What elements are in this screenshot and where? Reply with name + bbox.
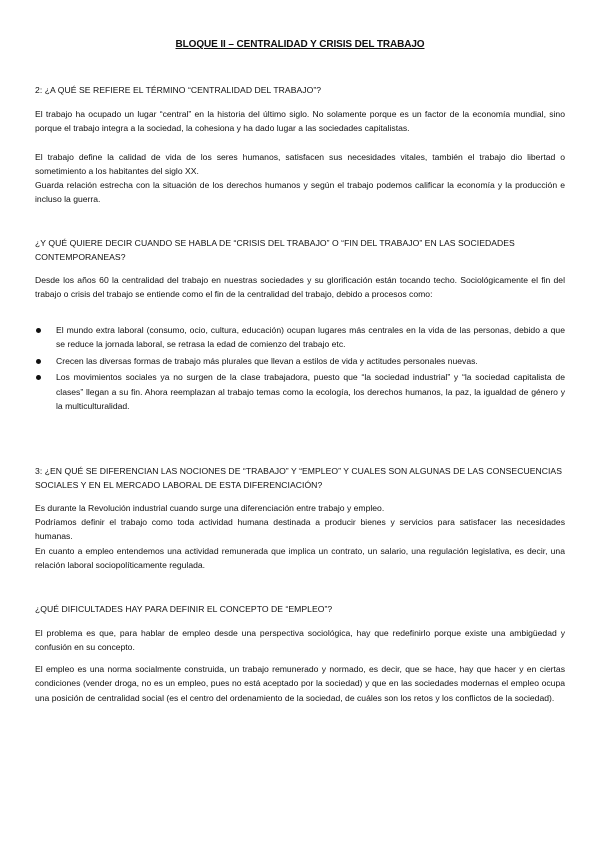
section-3-paragraph-1: Es durante la Revolución industrial cuando surge una diferenciación entre trabajo y empleo. — [35, 503, 385, 513]
section-3-paragraph-2: Podríamos definir el trabajo como toda actividad humana destinada a producir bienes y servicios para satisfacer las necesidades humanas. — [35, 517, 565, 542]
section-4-question: ¿QUÉ DIFICULTADES HAY PARA DEFINIR EL CONCEPTO DE “EMPLEO”? — [35, 604, 333, 614]
section-1-paragraph-2: El trabajo define la calidad de vida de los seres humanos, satisfacen sus necesidades vitales, también el trabajo dio libertad o sometimiento a los habitantes del siglo XX. — [35, 152, 565, 177]
bullet-text: Crecen las diversas formas de trabajo más plurales que llevan a estilos de vida y actitudes personales nuevas. — [56, 355, 478, 366]
section-4-paragraph-2: El empleo es una norma socialmente construida, un trabajo remunerado y normado, es decir, que se hace, hay que hacer y en ciertas condiciones (vender droga, no es un empleo, pues no está aceptado por la sociedad) y que en las sociedades modernas el empleo ocupa una posición de centralidad social (es el centro del ordenamiento de la sociedad, de cuáles son los retos y los conflictos de la sociedad). — [35, 664, 565, 703]
section-1-paragraph-3: Guarda relación estrecha con la situación de los derechos humanos y según el trabajo podemos calificar la economía y la producción e incluso la guerra. — [35, 180, 565, 205]
bullet-icon — [36, 375, 41, 380]
section-1-question: 2: ¿A QUÉ SE REFIERE EL TÉRMINO “CENTRALIDAD DEL TRABAJO”? — [35, 85, 322, 95]
section-3-question: 3: ¿EN QUÉ SE DIFERENCIAN LAS NOCIONES DE “TRABAJO” Y “EMPLEO” Y CUALES SON ALGUNAS DE LAS CONSECUENCIAS SOCIALES Y EN EL MERCADO LABORAL DE ESTA DIFERENCIACIÓN? — [35, 466, 562, 490]
bullet-item — [35, 370, 565, 413]
section-3-paragraph-3: En cuanto a empleo entendemos una actividad remunerada que implica un contrato, un salario, una regulación legislativa, es decir, una relación laboral sociopolíticamente regulada. — [35, 546, 565, 571]
section-2-paragraph-1: Desde los años 60 la centralidad del trabajo en nuestras sociedades y su glorificación están tocando techo. Sociológicamente el fin del trabajo o crisis del trabajo se entiende como el fin de la centralidad del trabajo, debido a procesos como: — [35, 275, 565, 300]
bullet-item — [35, 354, 565, 368]
page-title: BLOQUE II – CENTRALIDAD Y CRISIS DEL TRABAJO — [175, 39, 425, 50]
bullet-icon — [36, 359, 41, 364]
bullet-text: El mundo extra laboral (consumo, ocio, cultura, educación) ocupan lugares más centrales en la vida de las personas, debido a que se reduce la jornada laboral, se retrasa la edad de comienzo del trabajo etc. — [56, 325, 565, 350]
section-4-paragraph-1: El problema es que, para hablar de empleo desde una perspectiva sociológica, hay que redefinirlo porque existe una ambigüedad y confusión en su concepto. — [35, 628, 565, 653]
bullet-text: Los movimientos sociales ya no surgen de la clase trabajadora, puesto que “la sociedad industrial” y “la sociedad capitalista de clases” llegan a su fin. Ahora reemplazan al trabajo temas como la ecología, los derechos humanos, la paz, la igualdad de género y la multiculturalidad. — [56, 372, 565, 412]
section-2-bullet-list — [35, 323, 565, 415]
section-1-paragraph-1: El trabajo ha ocupado un lugar “central” en la historia del último siglo. No solamente porque es un factor de la economía mundial, sino porque el trabajo integra a la sociedad, la cohesiona y ha dado lugar a las sociedades capitalistas. — [35, 109, 565, 134]
section-2-question: ¿Y QUÉ QUIERE DECIR CUANDO SE HABLA DE “CRISIS DEL TRABAJO” O “FIN DEL TRABAJO” EN LAS SOCIEDADES CONTEMPORANEAS? — [35, 238, 515, 262]
bullet-icon — [36, 328, 41, 333]
bullet-item — [35, 323, 565, 352]
